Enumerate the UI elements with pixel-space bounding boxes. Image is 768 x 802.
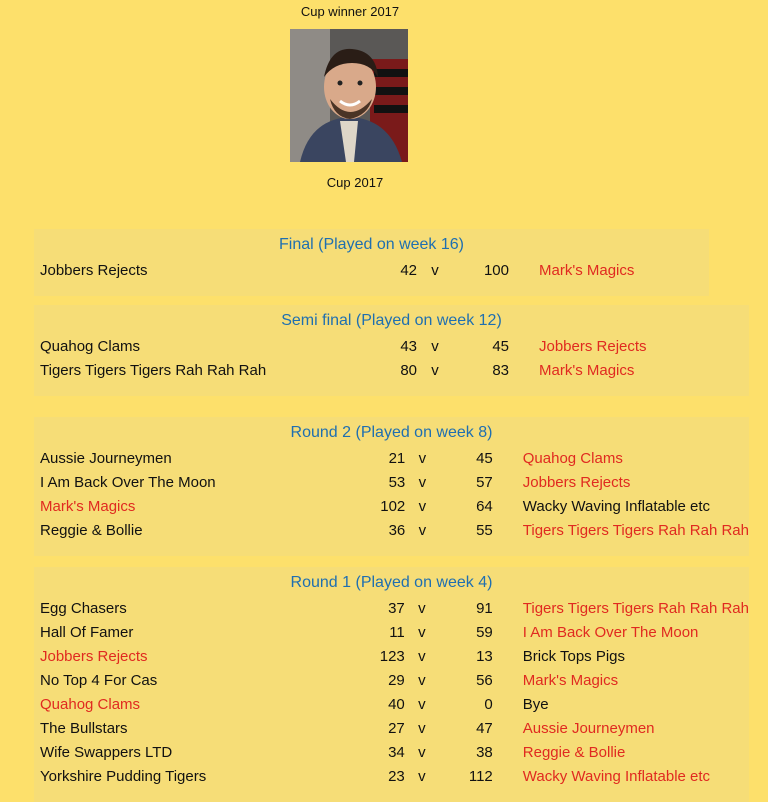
- cup-winner-caption: Cup winner 2017: [300, 4, 400, 19]
- fixtures-table: [34, 334, 749, 382]
- versus-label: v: [418, 719, 426, 737]
- home-score: 37: [388, 599, 405, 617]
- match-row: [34, 446, 749, 470]
- away-team: Bye: [522, 695, 549, 713]
- away-score: 13: [476, 647, 493, 665]
- match-row: [34, 644, 749, 668]
- away-score: 45: [476, 449, 493, 467]
- versus-label: v: [418, 497, 427, 515]
- versus-label: v: [418, 695, 426, 713]
- home-score: 40: [388, 695, 405, 713]
- versus-label: v: [431, 337, 439, 355]
- round-section: [34, 229, 709, 296]
- away-score: 38: [476, 743, 493, 761]
- fixtures-table: [34, 258, 709, 282]
- away-score: 91: [476, 599, 493, 617]
- match-row: [34, 668, 749, 692]
- home-score: 36: [388, 521, 406, 539]
- away-team: Reggie & Bollie: [522, 743, 626, 761]
- match-row: [34, 740, 749, 764]
- match-row: [34, 470, 749, 494]
- away-team: Aussie Journeymen: [522, 719, 655, 737]
- home-score: 29: [388, 671, 405, 689]
- home-score: 34: [388, 743, 405, 761]
- home-team: Aussie Journeymen: [40, 449, 172, 467]
- away-score: 112: [468, 767, 493, 785]
- away-team: Mark's Magics: [539, 361, 635, 379]
- away-score: 100: [483, 261, 509, 279]
- round-section: [34, 567, 749, 802]
- home-team: Yorkshire Pudding Tigers: [40, 767, 207, 785]
- away-score: 59: [476, 623, 493, 641]
- match-row: [34, 258, 709, 282]
- home-team: I Am Back Over The Moon: [40, 473, 216, 491]
- home-team: Wife Swappers LTD: [40, 743, 173, 761]
- versus-label: v: [431, 361, 439, 379]
- away-team: Brick Tops Pigs: [522, 647, 626, 665]
- home-score: 53: [388, 473, 406, 491]
- away-score: 83: [492, 361, 509, 379]
- away-team: Quahog Clams: [522, 449, 623, 467]
- round-title: Round 1 (Played on week 4): [290, 574, 493, 591]
- away-team: Wacky Waving Inflatable etc: [522, 497, 711, 515]
- versus-label: v: [418, 599, 426, 617]
- match-row: [34, 494, 749, 518]
- home-team: Tigers Tigers Tigers Rah Rah Rah: [40, 361, 267, 379]
- versus-label: v: [418, 767, 426, 785]
- round-section: [34, 305, 749, 396]
- versus-label: v: [418, 743, 426, 761]
- away-score: 64: [476, 497, 493, 515]
- match-row: [34, 596, 749, 620]
- home-team: Quahog Clams: [40, 337, 141, 355]
- away-score: 47: [476, 719, 493, 737]
- fixtures-table: [34, 596, 749, 788]
- home-team: Jobbers Rejects: [40, 647, 148, 665]
- match-row: [34, 692, 749, 716]
- home-team: No Top 4 For Cas: [40, 671, 158, 689]
- home-score: 23: [388, 767, 405, 785]
- home-team: Mark's Magics: [40, 497, 136, 515]
- home-team: The Bullstars: [40, 719, 128, 737]
- round-title: Final (Played on week 16): [279, 236, 464, 253]
- match-row: [34, 764, 749, 788]
- home-score: 27: [388, 719, 405, 737]
- home-score: 11: [389, 623, 405, 641]
- away-team: Tigers Tigers Tigers Rah Rah Rah: [522, 599, 749, 617]
- away-team: Wacky Waving Inflatable etc: [522, 767, 711, 785]
- photo-caption: Cup 2017: [326, 175, 384, 190]
- home-score: 43: [400, 337, 417, 355]
- home-score: 80: [400, 361, 417, 379]
- away-score: 55: [476, 521, 493, 539]
- home-score: 42: [400, 261, 417, 279]
- match-row: [34, 334, 749, 358]
- versus-label: v: [418, 449, 427, 467]
- versus-label: v: [431, 261, 439, 279]
- away-score: 45: [492, 337, 509, 355]
- home-team: Hall Of Famer: [40, 623, 134, 641]
- round-section: [34, 417, 749, 556]
- round-title: Semi final (Played on week 12): [281, 312, 502, 329]
- away-score: 57: [476, 473, 493, 491]
- away-score: 0: [484, 695, 493, 713]
- away-score: 56: [476, 671, 493, 689]
- fixtures-table: [34, 446, 749, 542]
- versus-label: v: [418, 671, 426, 689]
- home-team: Reggie & Bollie: [40, 521, 143, 539]
- home-team: Quahog Clams: [40, 695, 141, 713]
- home-team: Jobbers Rejects: [40, 261, 148, 279]
- versus-label: v: [418, 647, 426, 665]
- match-row: [34, 620, 749, 644]
- match-row: [34, 518, 749, 542]
- round-title: Round 2 (Played on week 8): [290, 424, 493, 441]
- home-team: Egg Chasers: [40, 599, 127, 617]
- home-score: 21: [388, 449, 406, 467]
- match-row: [34, 716, 749, 740]
- versus-label: v: [418, 623, 426, 641]
- home-score: 123: [379, 647, 405, 665]
- away-team: Tigers Tigers Tigers Rah Rah Rah: [522, 521, 749, 539]
- away-team: Jobbers Rejects: [539, 337, 647, 355]
- away-team: Mark's Magics: [539, 261, 635, 279]
- away-team: Mark's Magics: [522, 671, 619, 689]
- winner-photo: [290, 29, 408, 162]
- versus-label: v: [418, 521, 427, 539]
- versus-label: v: [418, 473, 427, 491]
- away-team: I Am Back Over The Moon: [522, 623, 699, 641]
- match-row: [34, 358, 749, 382]
- home-score: 102: [380, 497, 406, 515]
- away-team: Jobbers Rejects: [522, 473, 631, 491]
